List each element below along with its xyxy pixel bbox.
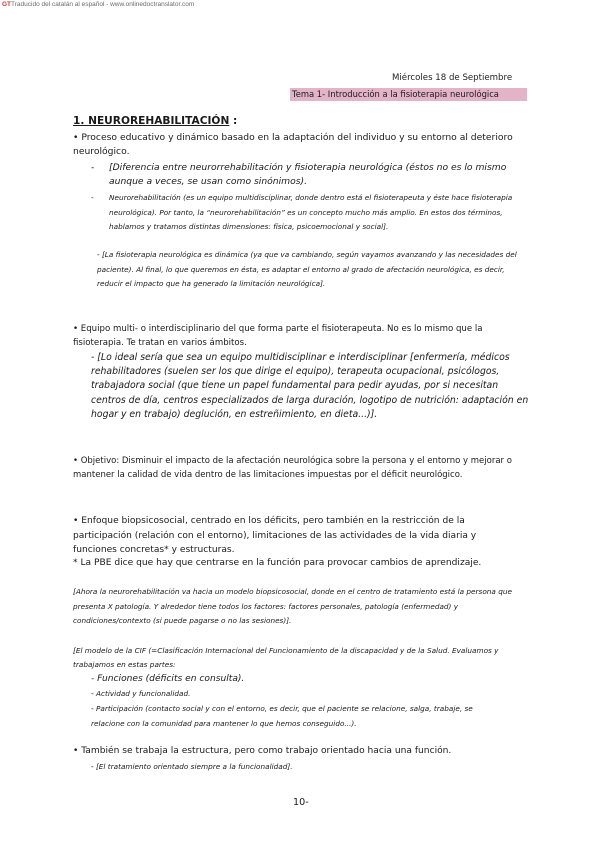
section-title-suffix: :	[233, 115, 238, 127]
section-title	[73, 115, 237, 127]
sub-item-difference	[91, 161, 531, 191]
paragraph-structure: • También se trabaja la estructura, pero como trabajo orientado hacia una función.	[73, 746, 452, 756]
section-title-text: 1. NEUROREHABILITACIÓN	[73, 115, 230, 127]
sub-item-ideal-team: - [Lo ideal sería que sea un equipo multidisciplinar e interdisciplinar [enfermería, médicos rehabilitadores (suelen ser los que dirige el equipo), terapeuta ocupacional, psicólogos, trabajadora social (que tiene un papel fundamental para pedir ayudas, por si necesitan centros de día, centros especializados de larga duración, logotipo de nutrición: adaptación en hogar y en trabajo) deglución, en estreñimiento, en dieta...)].	[91, 352, 529, 420]
translator-watermark	[2, 1, 194, 8]
sub-item-functional: - [El tratamiento orientado siempre a la funcionalidad].	[91, 762, 293, 771]
header-date: Miércoles 18 de Septiembre	[392, 73, 513, 83]
paragraph-objective: • Objetivo: Disminuir el impacto de la afectación neurológica sobre la persona y el entorno y mejorar o mantener la calidad de vida dentro de las limitaciones impuestas por el déficit neurológico.	[73, 456, 512, 480]
bullet-dash: -	[91, 193, 94, 202]
page-number: 10-	[293, 797, 309, 808]
note-pbe: * La PBE dice que hay que centrarse en la función para provocar cambios de aprendizaje.	[73, 558, 482, 568]
sub-item-difference-text: [Diferencia entre neurorrehabilitación y fisioterapia neurológica (éstos no es lo mismo aunque a veces, se usan como sinónimos).	[109, 162, 507, 187]
paragraph-team: • Equipo multi- o interdisciplinario del que forma parte el fisioterapeuta. No es lo mismo que la fisioterapia. Te tratan en varios ámbitos.	[73, 324, 483, 348]
translator-logo: GT	[2, 1, 12, 8]
paragraph-model: [Ahora la neurorehabilitación va hacia un modelo biopsicosocial, donde en el centro de tratamiento está la persona que presenta X patología. Y alrededor tiene todos los factores: factores personales, patología (enfermedad) y condiciones/contexto (si puede pagarse o no las sesiones)].	[73, 587, 512, 625]
paragraph-definition: • Proceso educativo y dinámico basado en la adaptación del individuo y su entorno al deterioro neurológico.	[73, 132, 513, 157]
sub-item-neurorehab-text: Neurorehabilitación (es un equipo multidisciplinar, donde dentro está el fisioterapeuta y éste hace fisioterapia neurológica). Por tanto, la “neurorehabilitación” es un concepto mucho más amplio. En estos dos términos, hablamos y tratamos distintas dimensiones: física, psicoemocional y social].	[109, 193, 513, 231]
cif-item-participation: - Participación (contacto social y con el entorno, es decir, que el paciente se relacione, salga, trabaje, se relacione con la comunidad para mantener lo que hemos conseguido...).	[91, 704, 473, 728]
paragraph-cif: [El modelo de la CIF (=Clasificación Internacional del Funcionamiento de la discapacidad y de la Salud. Evaluamos y trabajamos en estas partes:	[73, 646, 499, 669]
cif-item-activity: - Actividad y funcionalidad.	[91, 689, 191, 698]
sub-item-neurorehab	[91, 191, 531, 236]
sub-item-dynamic: - [La fisioterapia neurológica es dinámica (ya que va cambiando, según vayamos avanzando y las necesidades del paciente). Al final, lo que queremos en ésta, es adaptar el entorno al grado de afectación neurológica, es decir, reducir el impacto que ha generado la limitación neurológica].	[97, 250, 517, 288]
cif-item-functions: - Funciones (déficits en consulta).	[91, 674, 245, 684]
header-topic: Tema 1- Introducción a la fisioterapia neurológica	[290, 88, 527, 101]
translator-credit: Traducido del catalán al español - www.onlinedoctranslator.com	[11, 1, 195, 8]
bullet-dash: -	[91, 162, 95, 173]
paragraph-biopsychosocial: • Enfoque biopsicosocial, centrado en los déficits, pero también en la restricción de la participación (relación con el entorno), limitaciones de las actividades de la vida diaria y funciones concretas* y estructuras.	[73, 516, 477, 555]
